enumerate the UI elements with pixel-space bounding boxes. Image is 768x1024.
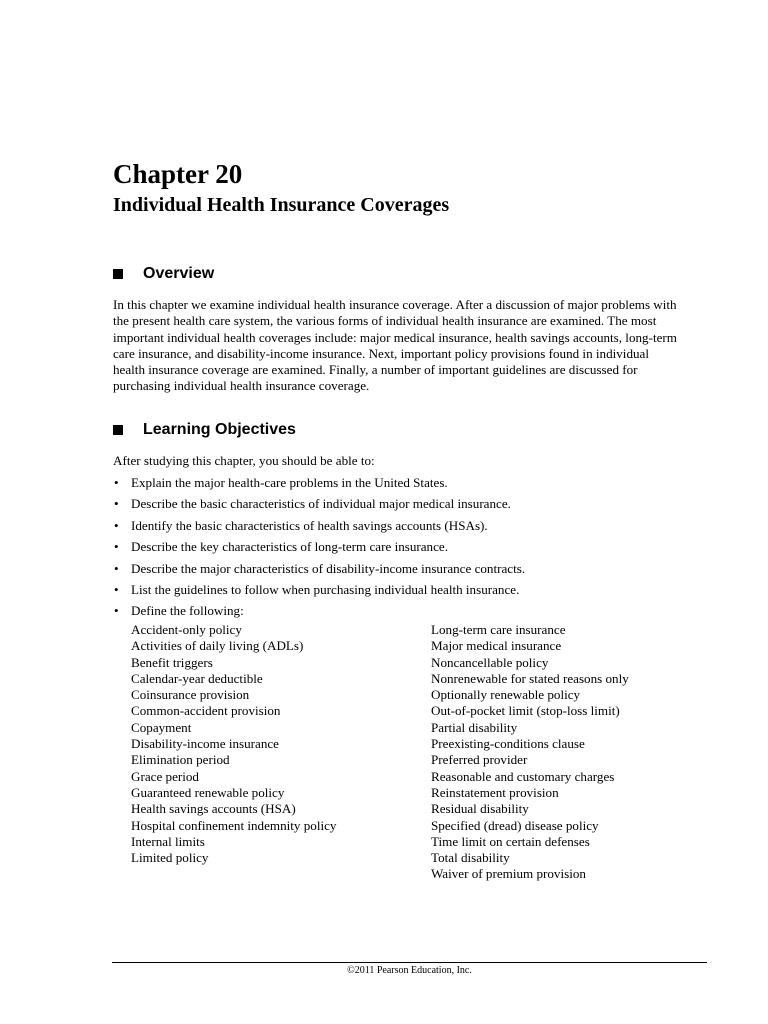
term-item: Partial disability <box>431 719 518 735</box>
overview-heading <box>113 264 214 284</box>
term-item: Benefit triggers <box>131 654 213 670</box>
bullet-icon: • <box>114 603 119 619</box>
terms-list-right <box>431 622 629 883</box>
list-item <box>113 600 525 621</box>
learning-objectives-heading-text: Learning Objectives <box>143 421 296 438</box>
term-item: Copayment <box>131 719 192 735</box>
term-item: Residual disability <box>431 801 529 817</box>
term-item: Time limit on certain defenses <box>431 833 590 849</box>
objective-text: Explain the major health-care problems in the United States. <box>131 475 448 490</box>
term-item: Nonrenewable for stated reasons only <box>431 670 629 686</box>
objectives-intro: After studying this chapter, you should be able to: <box>113 453 375 468</box>
list-item <box>113 579 525 600</box>
term-item: Long-term care insurance <box>431 622 566 637</box>
term-item: Preexisting-conditions clause <box>431 736 585 752</box>
objective-text: Define the following: <box>131 603 244 619</box>
list-item <box>113 515 525 536</box>
term-item: Total disability <box>431 850 510 866</box>
terms-list-left <box>131 622 336 866</box>
objective-text: Describe the key characteristics of long-term care insurance. <box>131 539 449 555</box>
term-item: Out-of-pocket limit (stop-loss limit) <box>431 703 620 719</box>
term-item: Common-accident provision <box>131 703 281 719</box>
square-bullet-icon <box>113 425 123 435</box>
term-item: Specified (dread) disease policy <box>431 817 599 833</box>
list-item <box>113 558 525 579</box>
term-item: Accident-only policy <box>131 622 242 637</box>
footer-divider <box>112 962 707 963</box>
term-item: Reasonable and customary charges <box>431 768 615 784</box>
term-item: Noncancellable policy <box>431 654 549 670</box>
term-item: Optionally renewable policy <box>431 687 581 703</box>
learning-objectives-heading <box>113 420 296 440</box>
term-item: Limited policy <box>131 850 209 866</box>
term-item: Reinstatement provision <box>431 784 559 800</box>
bullet-icon: • <box>114 517 119 533</box>
term-item: Coinsurance provision <box>131 687 250 703</box>
term-item: Health savings accounts (HSA) <box>131 801 296 817</box>
objectives-list <box>113 472 525 622</box>
term-item: Waiver of premium provision <box>431 866 586 882</box>
bullet-icon: • <box>114 582 119 598</box>
list-item <box>113 472 525 493</box>
term-item: Major medical insurance <box>431 638 562 654</box>
bullet-icon: • <box>114 560 119 576</box>
term-item: Disability-income insurance <box>131 736 279 752</box>
overview-paragraph: In this chapter we examine individual health insurance coverage. After a discussion of major problems with the present health care system, the various forms of individual health insurance are examined. The most important individual health coverages include: major medical insurance, health savings accounts, long-term care insurance, and disability-income insurance. Next, important policy provisions found in individual health insurance coverage are examined. Finally, a number of important guidelines are discussed for purchasing individual health insurance coverage. <box>113 297 677 394</box>
bullet-icon: • <box>114 539 119 555</box>
objective-text: Identify the basic characteristics of health savings accounts (HSAs). <box>131 517 488 533</box>
copyright-footer: ©2011 Pearson Education, Inc. <box>347 965 472 976</box>
term-item: Hospital confinement indemnity policy <box>131 817 337 833</box>
chapter-number: Chapter 20 <box>113 159 243 189</box>
square-bullet-icon <box>113 269 123 279</box>
objective-text: Describe the basic characteristics of individual major medical insurance. <box>131 496 511 512</box>
term-item: Internal limits <box>131 833 205 849</box>
objective-text: Describe the major characteristics of disability-income insurance contracts. <box>131 560 526 576</box>
chapter-title: Individual Health Insurance Coverages <box>113 194 450 216</box>
bullet-icon: • <box>114 496 119 512</box>
term-item: Grace period <box>131 768 199 784</box>
objective-text: List the guidelines to follow when purchasing individual health insurance. <box>131 582 520 598</box>
term-item: Elimination period <box>131 752 230 768</box>
term-item: Calendar-year deductible <box>131 670 263 686</box>
list-item <box>113 536 525 557</box>
overview-heading-text: Overview <box>143 265 215 282</box>
term-item: Activities of daily living (ADLs) <box>131 638 304 654</box>
bullet-icon: • <box>114 475 119 490</box>
term-item: Guaranteed renewable policy <box>131 784 285 800</box>
list-item <box>113 493 525 514</box>
term-item: Preferred provider <box>431 752 528 768</box>
